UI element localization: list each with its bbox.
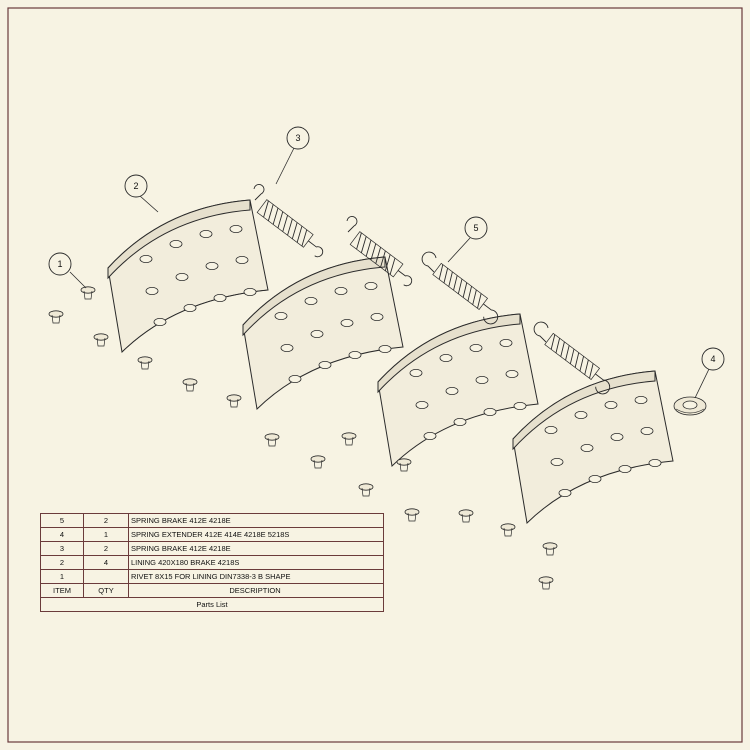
cell-qty: 2 — [84, 514, 129, 528]
cell-item: 1 — [41, 570, 84, 584]
spring-extender-ring — [674, 397, 706, 415]
cell-description: LINING 420X180 BRAKE 4218S — [129, 556, 384, 570]
spring-brake-upper — [254, 184, 328, 258]
table-row — [41, 528, 384, 542]
rivet — [359, 484, 373, 496]
balloon-5[interactable] — [465, 217, 487, 239]
rivet — [227, 395, 241, 407]
rivet — [265, 434, 279, 446]
rivet — [501, 524, 515, 536]
header-qty: QTY — [84, 584, 129, 598]
rivet — [94, 334, 108, 346]
cell-description: RIVET 8X15 FOR LINING DIN7338-3 B SHAPE — [129, 570, 384, 584]
balloon-1[interactable] — [49, 253, 71, 275]
rivet — [138, 357, 152, 369]
header-description: DESCRIPTION — [129, 584, 384, 598]
spring-extender-upper — [422, 252, 504, 327]
cell-qty: 2 — [84, 542, 129, 556]
cell-item: 2 — [41, 556, 84, 570]
cell-item: 4 — [41, 528, 84, 542]
rivet — [543, 543, 557, 555]
cell-description: SPRING BRAKE 412E 4218E — [129, 542, 384, 556]
rivet — [397, 459, 411, 471]
cell-qty: 1 — [84, 528, 129, 542]
cell-description: SPRING BRAKE 412E 4218E — [129, 514, 384, 528]
rivet — [405, 509, 419, 521]
cell-item: 3 — [41, 542, 84, 556]
rivet — [49, 311, 63, 323]
rivet — [342, 433, 356, 445]
cell-qty — [84, 570, 129, 584]
cell-description: SPRING EXTENDER 412E 414E 4218E 5218S — [129, 528, 384, 542]
parts-list-table — [40, 513, 384, 612]
rivet — [539, 577, 553, 589]
balloon-label-3: 3 — [295, 133, 301, 143]
rivet — [459, 510, 473, 522]
balloon-2[interactable] — [125, 175, 147, 197]
table-row — [41, 556, 384, 570]
table-row — [41, 570, 384, 584]
rivet — [183, 379, 197, 391]
balloon-label-4: 4 — [710, 354, 716, 364]
cell-item: 5 — [41, 514, 84, 528]
brake-lining-4 — [513, 371, 673, 523]
balloon-3[interactable] — [287, 127, 309, 149]
table-row — [41, 514, 384, 528]
header-item: ITEM — [41, 584, 84, 598]
rivet — [311, 456, 325, 468]
table-title-row — [41, 598, 384, 612]
table-row — [41, 542, 384, 556]
balloon-4[interactable] — [702, 348, 724, 370]
balloon-label-2: 2 — [133, 181, 139, 191]
table-header-row — [41, 584, 384, 598]
balloon-label-5: 5 — [473, 223, 479, 233]
balloon-label-1: 1 — [57, 259, 63, 269]
cell-qty: 4 — [84, 556, 129, 570]
parts-list-title: Parts List — [41, 598, 384, 612]
rivet — [81, 287, 95, 299]
